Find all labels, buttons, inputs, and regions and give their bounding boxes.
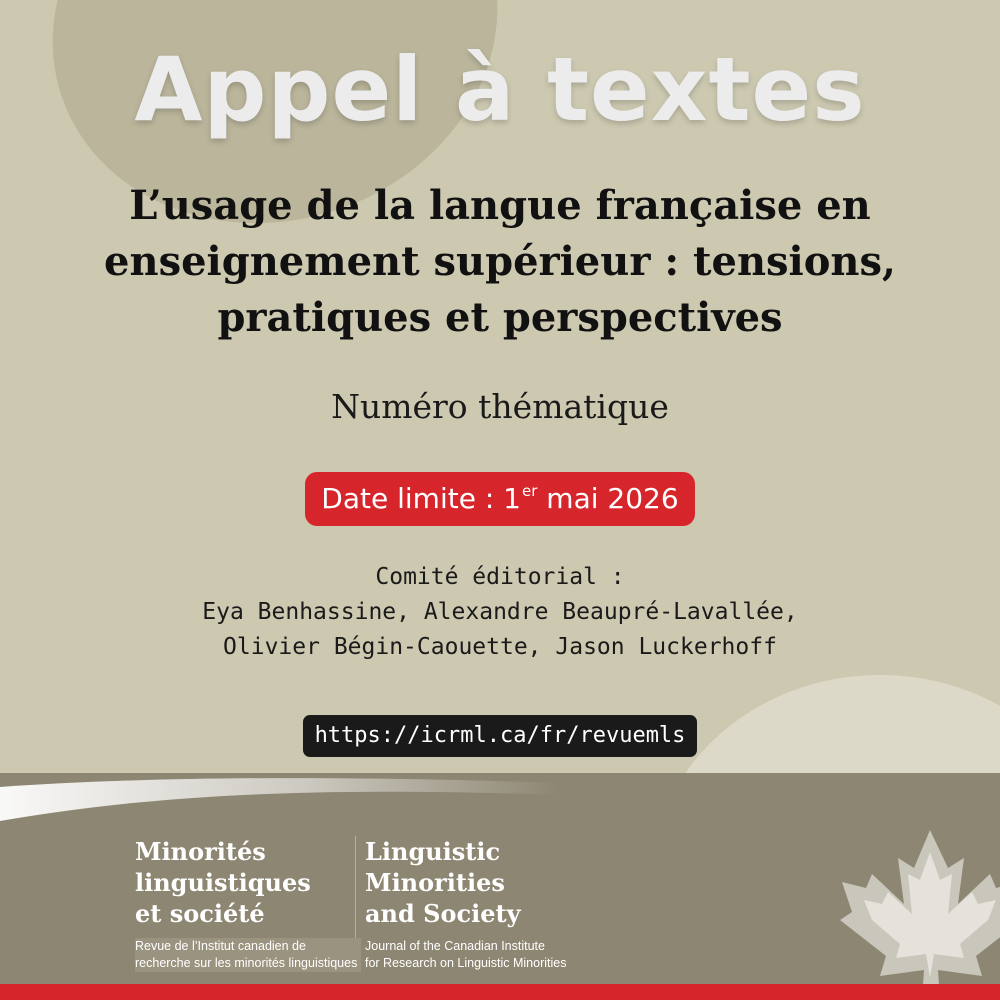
journal-subtitle-en-line-1: Journal of the Canadian Institute (365, 939, 545, 953)
journal-name-fr-line-1: Minorités (135, 837, 266, 866)
committee-heading: Comité éditorial : (375, 564, 625, 590)
logo-english (365, 836, 566, 972)
deadline-prefix: Date limite : 1 (321, 482, 521, 515)
bottom-red-strip (0, 984, 1000, 1000)
journal-subtitle-en-line-2: for Research on Linguistic Minorities (365, 956, 567, 970)
journal-name-fr-line-3: et société (135, 899, 265, 928)
deadline-suffix: mai 2026 (537, 482, 679, 515)
journal-subtitle-fr (135, 938, 361, 972)
journal-name-fr-line-2: linguistiques (135, 868, 311, 897)
maple-leaf-icon (830, 828, 1000, 1000)
url-container (0, 715, 1000, 757)
deadline-badge (305, 472, 694, 526)
issue-type: Numéro thématique (331, 387, 669, 426)
journal-url-link[interactable]: https://icrml.ca/fr/revuemls (303, 715, 698, 757)
editorial-committee (0, 560, 1000, 665)
deadline-superscript: er (522, 482, 538, 500)
logo-french (135, 836, 361, 972)
page-title: Appel à textes (134, 38, 866, 141)
journal-name-en-line-1: Linguistic (365, 837, 501, 866)
committee-line-1: Eya Benhassine, Alexandre Beaupré-Lavallée, (202, 599, 798, 625)
committee-line-2: Olivier Bégin-Caouette, Jason Luckerhoff (223, 634, 777, 660)
deadline-container (0, 472, 1000, 526)
journal-name-en-line-3: and Society (365, 899, 521, 928)
issue-subtitle: L’usage de la langue française en enseignement supérieur : tensions, pratiques et perspectives (104, 182, 896, 341)
journal-name-en-line-2: Minorities (365, 868, 505, 897)
journal-subtitle-en (365, 938, 566, 972)
journal-subtitle-fr-line-1: Revue de l’Institut canadien de (135, 939, 306, 953)
journal-subtitle-fr-line-2: recherche sur les minorités linguistiques (135, 956, 358, 970)
